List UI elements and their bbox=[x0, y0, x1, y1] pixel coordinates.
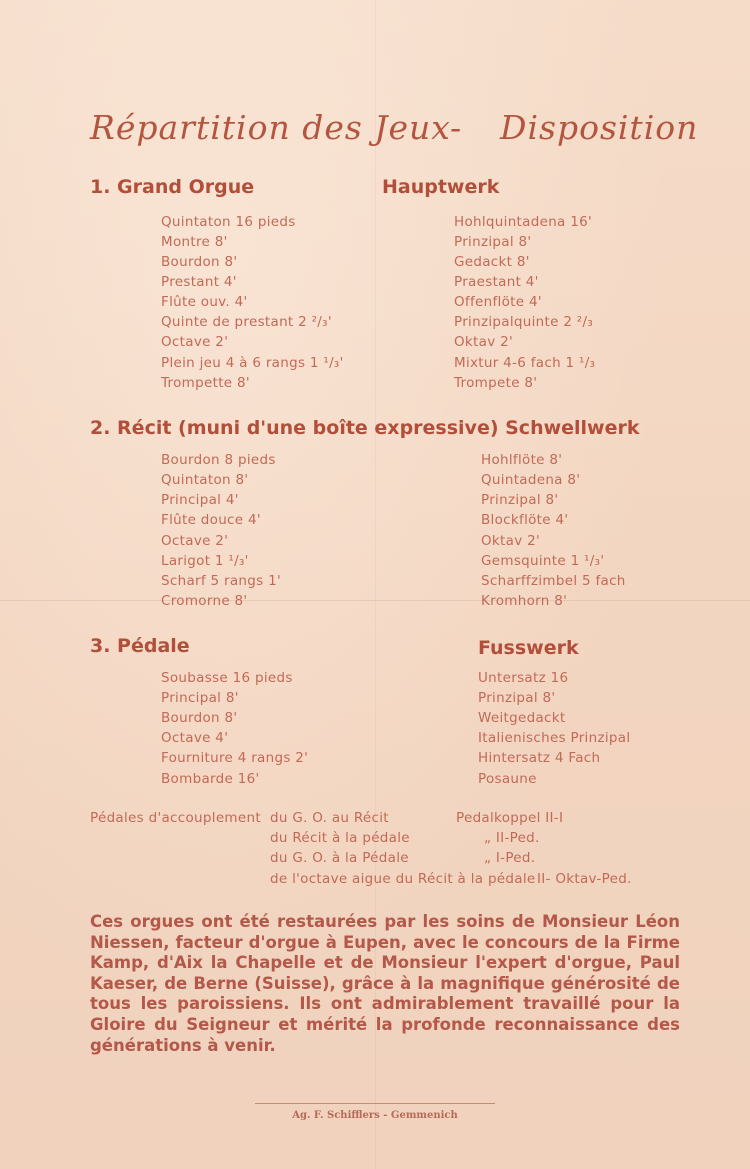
footer-divider bbox=[255, 1103, 495, 1104]
stop-de: Offenflöte 4' bbox=[454, 294, 542, 310]
stop-de: Hintersatz 4 Fach bbox=[478, 750, 601, 766]
heading-recit: 2. Récit (muni d'une boîte expressive) Schwellwerk bbox=[90, 417, 640, 439]
stop-de: Oktav 2' bbox=[454, 334, 513, 350]
title-german: Disposition bbox=[500, 108, 699, 147]
stop-fr: Cromorne 8' bbox=[161, 593, 248, 609]
stop-de: Gedackt 8' bbox=[454, 254, 530, 270]
stop-fr: Octave 2' bbox=[161, 533, 229, 549]
stop-de: Prinzipal 8' bbox=[478, 690, 556, 706]
stop-de: Prinzipalquinte 2 ²/₃ bbox=[454, 314, 594, 330]
stop-de: Posaune bbox=[478, 771, 537, 787]
stop-fr: Bourdon 8 pieds bbox=[161, 452, 276, 468]
stop-fr: Fourniture 4 rangs 2' bbox=[161, 750, 309, 766]
stop-de: Italienisches Prinzipal bbox=[478, 730, 631, 746]
stop-fr: Quintaton 8' bbox=[161, 472, 249, 488]
stop-fr: Octave 2' bbox=[161, 334, 229, 350]
stop-fr: Bourdon 8' bbox=[161, 710, 238, 726]
stop-fr: Larigot 1 ¹/₃' bbox=[161, 553, 249, 569]
stop-fr: Plein jeu 4 à 6 rangs 1 ¹/₃' bbox=[161, 355, 344, 371]
heading-fusswerk: Fusswerk bbox=[478, 637, 579, 659]
coupler-de: II- Oktav-Ped. bbox=[537, 871, 632, 887]
stop-de: Mixtur 4-6 fach 1 ¹/₃ bbox=[454, 355, 596, 371]
stop-fr: Quinte de prestant 2 ²/₃' bbox=[161, 314, 332, 330]
title-separator: - bbox=[450, 108, 463, 147]
stop-de: Weitgedackt bbox=[478, 710, 566, 726]
stop-fr: Scharf 5 rangs 1' bbox=[161, 573, 281, 589]
stop-de: Untersatz 16 bbox=[478, 670, 569, 686]
stop-de: Scharffzimbel 5 fach bbox=[481, 573, 626, 589]
stop-de: Hohlquintadena 16' bbox=[454, 214, 593, 230]
coupler-fr: du G. O. à la Pédale bbox=[270, 850, 409, 866]
stop-fr: Octave 4' bbox=[161, 730, 229, 746]
stop-fr: Principal 8' bbox=[161, 690, 239, 706]
coupler-fr: de l'octave aigue du Récit à la pédale bbox=[270, 871, 536, 887]
stop-fr: Quintaton 16 pieds bbox=[161, 214, 296, 230]
stop-de: Praestant 4' bbox=[454, 274, 539, 290]
stop-de: Prinzipal 8' bbox=[481, 492, 559, 508]
printer-credit: Ag. F. Schifflers - Gemmenich bbox=[292, 1110, 458, 1121]
stop-de: Prinzipal 8' bbox=[454, 234, 532, 250]
stop-de: Quintadena 8' bbox=[481, 472, 581, 488]
coupler-de: Pedalkoppel II-I bbox=[456, 810, 564, 826]
stop-fr: Prestant 4' bbox=[161, 274, 237, 290]
stop-de: Trompete 8' bbox=[454, 375, 538, 391]
restoration-paragraph: Ces orgues ont été restaurées par les soins de Monsieur Léon Niessen, facteur d'orgue à Eupen, avec le concours de la Firme Kamp, d'Aix la Chapelle et de Monsieur l'expert d'orgue, Paul Kaeser, de Berne (Suisse), grâce à la magnifique générosité de tous les paroissiens. Ils ont admirablement travaillé pour la Gloire du Seigneur et mérité la profonde reconnaissance des générations à venir. bbox=[90, 912, 680, 1055]
heading-grand-orgue: 1. Grand Orgue bbox=[90, 176, 255, 198]
stop-fr: Flûte douce 4' bbox=[161, 512, 261, 528]
coupler-fr: du Récit à la pédale bbox=[270, 830, 410, 846]
stop-de: Gemsquinte 1 ¹/₃' bbox=[481, 553, 605, 569]
stop-fr: Bourdon 8' bbox=[161, 254, 238, 270]
coupler-de: „ II-Ped. bbox=[484, 830, 540, 846]
stop-de: Hohlflöte 8' bbox=[481, 452, 563, 468]
stop-fr: Soubasse 16 pieds bbox=[161, 670, 293, 686]
heading-pedale: 3. Pédale bbox=[90, 635, 190, 657]
stop-fr: Bombarde 16' bbox=[161, 771, 260, 787]
stop-fr: Principal 4' bbox=[161, 492, 239, 508]
stop-de: Oktav 2' bbox=[481, 533, 540, 549]
stop-de: Blockflöte 4' bbox=[481, 512, 569, 528]
title-french: Répartition des Jeux bbox=[90, 108, 451, 147]
stop-fr: Montre 8' bbox=[161, 234, 228, 250]
couplers-label: Pédales d'accouplement bbox=[90, 810, 261, 826]
heading-hauptwerk: Hauptwerk bbox=[382, 176, 500, 198]
coupler-fr: du G. O. au Récit bbox=[270, 810, 389, 826]
stop-fr: Flûte ouv. 4' bbox=[161, 294, 248, 310]
stop-fr: Trompette 8' bbox=[161, 375, 250, 391]
coupler-de: „ I-Ped. bbox=[484, 850, 536, 866]
stop-de: Kromhorn 8' bbox=[481, 593, 568, 609]
